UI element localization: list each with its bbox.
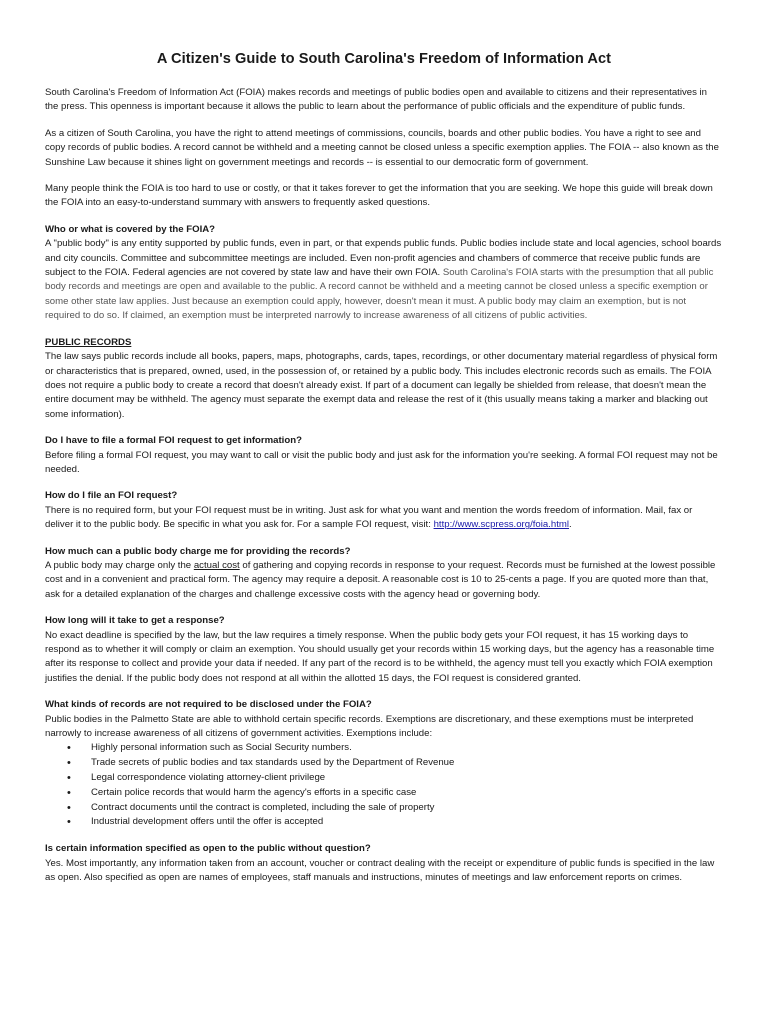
question-open-info: Is certain information specified as open to the public without question? (45, 843, 371, 855)
exemption-item: • Contract documents until the contract is completed, including the sale of property (91, 801, 723, 816)
question-charges: How much can a public body charge me for providing the records? (45, 545, 351, 557)
intro-paragraph-1: South Carolina's Freedom of Information Act (FOIA) makes records and meetings of public bodies open and available to citizens and their representatives in the press. This openness is important because it allows the public to learn about the performance of public officials and the expenditure of public funds. (45, 87, 708, 113)
section-how-to-file (45, 489, 723, 532)
covered-text-a: A "public body" is any entity supported by public funds, even in part, or that expends public funds. Public bodies include state and local agencies, school boards and city councils. Committee and subcommittee meetings are included. Even non-profit agencies and chambers of commerce that receive public funds are subject to the FOIA. Federal agencies are not covered by state law and have their own FOIA. (45, 238, 722, 279)
public-records-text: The law says public records include all books, papers, maps, photographs, cards, tapes, recordings, or other documentary material regardless of physical form or characteristics that is prepared, owned, used, in the possession of, or retained by a public body. This includes electronic records such as emails. The FOIA does not require a public body to create a record that doesn't already exist. If part of a document can legally be shielded from release, that doesn't mean the entire document may be withheld. The agency must separate the exempt data and release the rest of it (this usually means taking a marker and blacking out some information). (45, 351, 718, 420)
section-charges (45, 545, 723, 603)
formal-request-text: Before filing a formal FOI request, you may want to call or visit the public body and just ask for the information you're seeking. A formal FOI request may not be needed. (45, 449, 718, 475)
charges-text-after: of gathering and copying records in response to your request. Records must be furnished at the lowest possible cost and in a convenient and practical form. The agency may require a deposit. A reasonable cost is 10 to 25-cents a page. If you are quoted more than that, ask for a detailed explanation of the charges and challenge excessive costs with the agency head or governing body. (45, 559, 716, 600)
document-title: A Citizen's Guide to South Carolina's Freedom of Information Act (156, 51, 612, 67)
section-formal-request (45, 434, 723, 477)
section-public-records (45, 336, 723, 422)
intro-paragraph-3: Many people think the FOIA is too hard to use or costly, or that it takes forever to get the information that you are seeking. We hope this guide will break down the FOIA into an easy-to-understand summary with answers to frequently asked questions. (45, 183, 713, 209)
question-who-covered: Who or what is covered by the FOIA? (45, 223, 216, 235)
question-how-to-file: How do I file an FOI request? (45, 490, 178, 502)
sample-request-link[interactable]: http://www.scpress.org/foia.html (433, 519, 569, 531)
response-time-text: No exact deadline is specified by the law, but the law requires a timely response. When the public body gets your FOI request, it has 15 working days to respond as to whether it will comply or claim an exemption. You should usually get your records within 15 working days, but the agency has a reasonable time after its response to collect and provide your data if needed. If any part of the record is to be withheld, the agency must tell you exactly which FOIA exemption justifies the denial. If the public body does not respond at all within the allotted 15 days, the FOI request is considered granted. (45, 629, 715, 684)
exemption-item: • Industrial development offers until the offer is accepted (91, 815, 723, 830)
section-response-time (45, 614, 723, 686)
open-info-text: Yes. Most importantly, any information taken from an account, voucher or contract dealing with the receipt or expenditure of public funds is specified in the law as open. Also specified as open are names of employees, staff manuals and instructions, minutes of meetings and law enforcement reports on crimes. (45, 857, 715, 884)
exemption-item: • Certain police records that would harm the agency's efforts in a specific case (91, 786, 723, 801)
how-to-file-text: There is no required form, but your FOI request must be in writing. Just ask for what you want and mention the words freedom of information. Mail, fax or deliver it to the public body. Be specific in what you ask for. For a sample FOI request, visit: (45, 504, 693, 531)
exemption-item: • Highly personal information such as Social Security numbers. (91, 741, 723, 756)
public-records-heading: PUBLIC RECORDS (45, 336, 132, 348)
charges-text-before: A public body may charge only the (45, 559, 192, 571)
section-who-covered (45, 223, 723, 324)
exemption-item: • Legal correspondence violating attorney-client privilege (91, 771, 723, 786)
covered-text-b: South Carolina's FOIA starts with the presumption that all public body records and meetings are open and available to the public. A record cannot be withheld and a meeting cannot be closed unless a specific exemption or some other state law applies. Just because an exemption could apply, however, doesn't mean it must. A public body may claim an exemption, but is not required to do so. If claimed, an exemption must be interpreted narrowly to increase awareness of all citizens of public activities. (45, 267, 714, 322)
actual-cost-underlined: actual cost (193, 559, 240, 571)
section-open-info (45, 842, 723, 885)
exemption-item: • Trade secrets of public bodies and tax standards used by the Department of Revenue (91, 756, 723, 771)
exemptions-text: Public bodies in the Palmetto State are able to withhold certain specific records. Exemptions are discretionary, and these exemptions must be interpreted narrowly to increase awareness of all citizens of government activities. Exemptions include: (45, 713, 694, 740)
how-to-file-period: . (569, 519, 572, 531)
question-exemptions: What kinds of records are not required to be disclosed under the FOIA? (45, 699, 372, 711)
question-response-time: How long will it take to get a response? (45, 615, 225, 627)
section-exemptions (45, 698, 723, 741)
exemptions-list (45, 741, 723, 830)
question-formal-request: Do I have to file a formal FOI request to get information? (45, 435, 302, 447)
intro-paragraph-2: As a citizen of South Carolina, you have the right to attend meetings of commissions, councils, boards and other public bodies. You have a right to see and copy records of public bodies. A record cannot be withheld and a meeting cannot be closed unless a specific exemption applies. The FOIA -- also known as the Sunshine Law because it shines light on government meetings and records -- is essential to our democratic form of government. (45, 127, 719, 168)
